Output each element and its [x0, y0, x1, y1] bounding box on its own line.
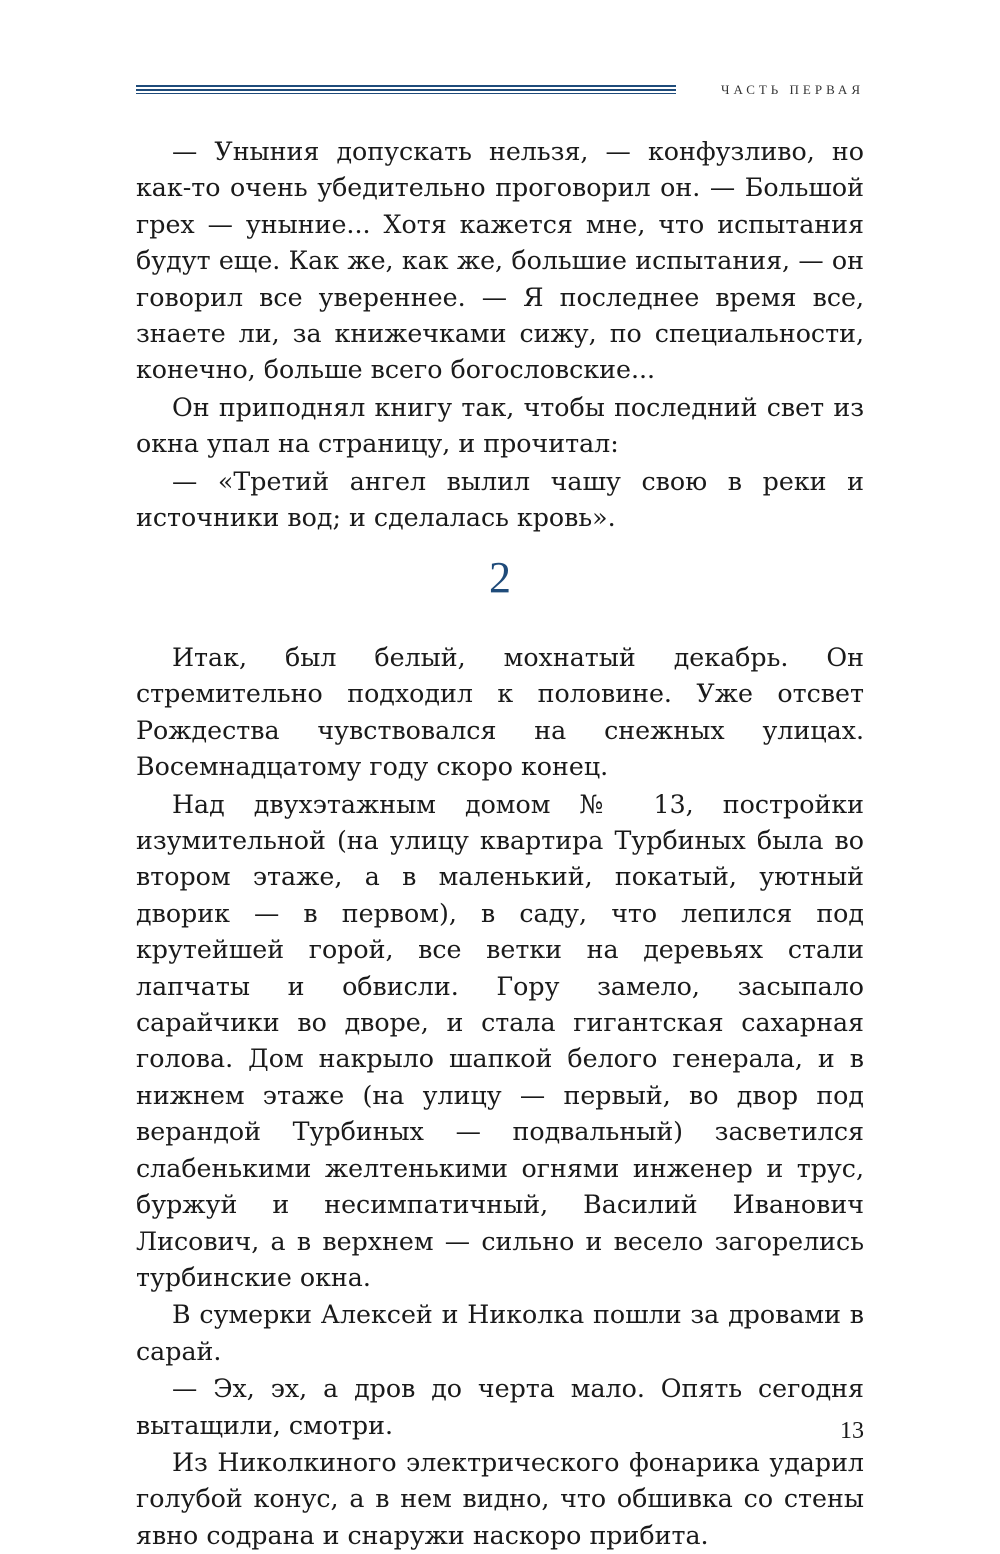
paragraph: Он приподнял книгу так, чтобы последний свет из окна упал на страницу, и прочитал: — [136, 392, 864, 459]
page-header — [136, 80, 864, 100]
chapter-number: 2 — [489, 553, 511, 602]
running-head: ЧАСТЬ ПЕРВАЯ — [721, 82, 864, 97]
paragraph: Из Николкиного электрического фонарика ударил голубой конус, а в нем видно, что обшивка со стены явно содрана и снаружи наскоро прибита. — [136, 1447, 864, 1550]
page-number: 13 — [840, 1418, 864, 1444]
paragraph: — «Третий ангел вылил чашу свою в реки и источники вод; и сделалась кровь». — [136, 466, 864, 533]
section-1-text — [136, 134, 864, 536]
section-2-text — [136, 640, 864, 1554]
paragraph: — Эх, эх, а дров до черта мало. Опять сегодня вытащили, смотри. — [136, 1374, 864, 1440]
header-rule — [136, 85, 676, 97]
paragraph: Итак, был белый, мохнатый декабрь. Он стремительно подходил к половине. Уже отсвет Рождества чувствовался на снежных улицах. Восемнадцатому году скоро конец. — [136, 643, 864, 782]
paragraph: — Уныния допускать нельзя, — конфузливо, но как-то очень убедительно проговорил он. — Большой грех — уныние... Хотя кажется мне, что испытания будут еще. Как же, как же, большие испытания, — он говорил все увереннее. — Я последнее время все, знаете ли, за книжечками сижу, по специальности, конечно, больше всего богословские... — [136, 137, 864, 385]
paragraph: В сумерки Алексей и Николка пошли за дровами в сарай. — [136, 1300, 864, 1366]
paragraph: Над двухэтажным домом № 13, постройки изумительной (на улицу квартира Турбиных была во втором этаже, а в маленький, покатый, уютный дворик — в первом), в саду, что лепился под крутейшей горой, все ветки на деревьях стали лапчаты и обвисли. Гору замело, засыпало сарайчики во дворе, и стала гигантская сахарная голова. Дом накрыло шапкой белого генерала, и в нижнем этаже (на улицу — первый, во двор под верандой Турбиных — подвальный) засветился слабенькими желтенькими огнями инженер и трус, буржуй и несимпатичный, Василий Иванович Лисович, а в верхнем — сильно и весело загорелись турбинские окна. — [136, 789, 864, 1292]
